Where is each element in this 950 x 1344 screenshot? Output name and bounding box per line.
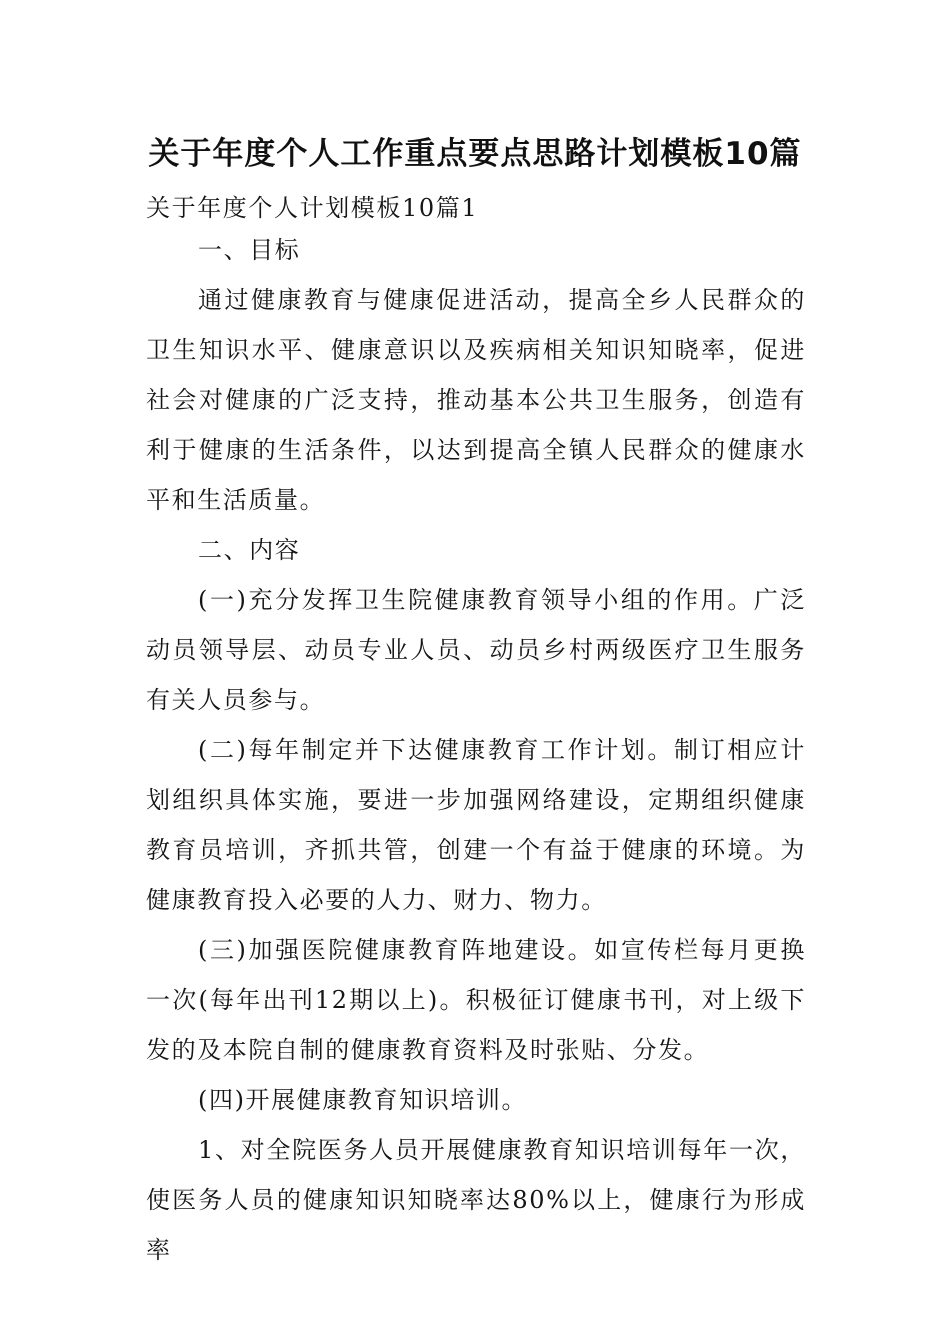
document-title: 关于年度个人工作重点要点思路计划模板10篇 [148, 136, 802, 172]
paragraph-item-3: (三)加强医院健康教育阵地建设。如宣传栏每月更换一次(每年出刊12期以上)。积极征订健康书刊，对上级下发的及本院自制的健康教育资料及时张贴、分发。 [146, 936, 806, 1064]
paragraph-item-5: 1、对全院医务人员开展健康教育知识培训每年一次，使医务人员的健康知识知晓率达80%以上，健康行为形成率 [146, 1136, 806, 1264]
paragraph-goal: 通过健康教育与健康促进活动，提高全乡人民群众的卫生知识水平、健康意识以及疾病相关知识知晓率，促进社会对健康的广泛支持，推动基本公共卫生服务，创造有利于健康的生活条件，以达到提高全镇人民群众的健康水平和生活质量。 [146, 286, 806, 514]
section-subtitle: 关于年度个人计划模板10篇1 [146, 194, 479, 222]
heading-goal: 一、目标 [198, 236, 301, 264]
paragraph-item-4: (四)开展健康教育知识培训。 [198, 1086, 528, 1114]
paragraph-item-2: (二)每年制定并下达健康教育工作计划。制订相应计划组织具体实施，要进一步加强网络建设，定期组织健康教育员培训，齐抓共管，创建一个有益于健康的环境。为健康教育投入必要的人力、财力、物力。 [146, 736, 806, 914]
heading-content: 二、内容 [198, 536, 301, 564]
paragraph-item-1: (一)充分发挥卫生院健康教育领导小组的作用。广泛动员领导层、动员专业人员、动员乡村两级医疗卫生服务有关人员参与。 [146, 586, 806, 714]
